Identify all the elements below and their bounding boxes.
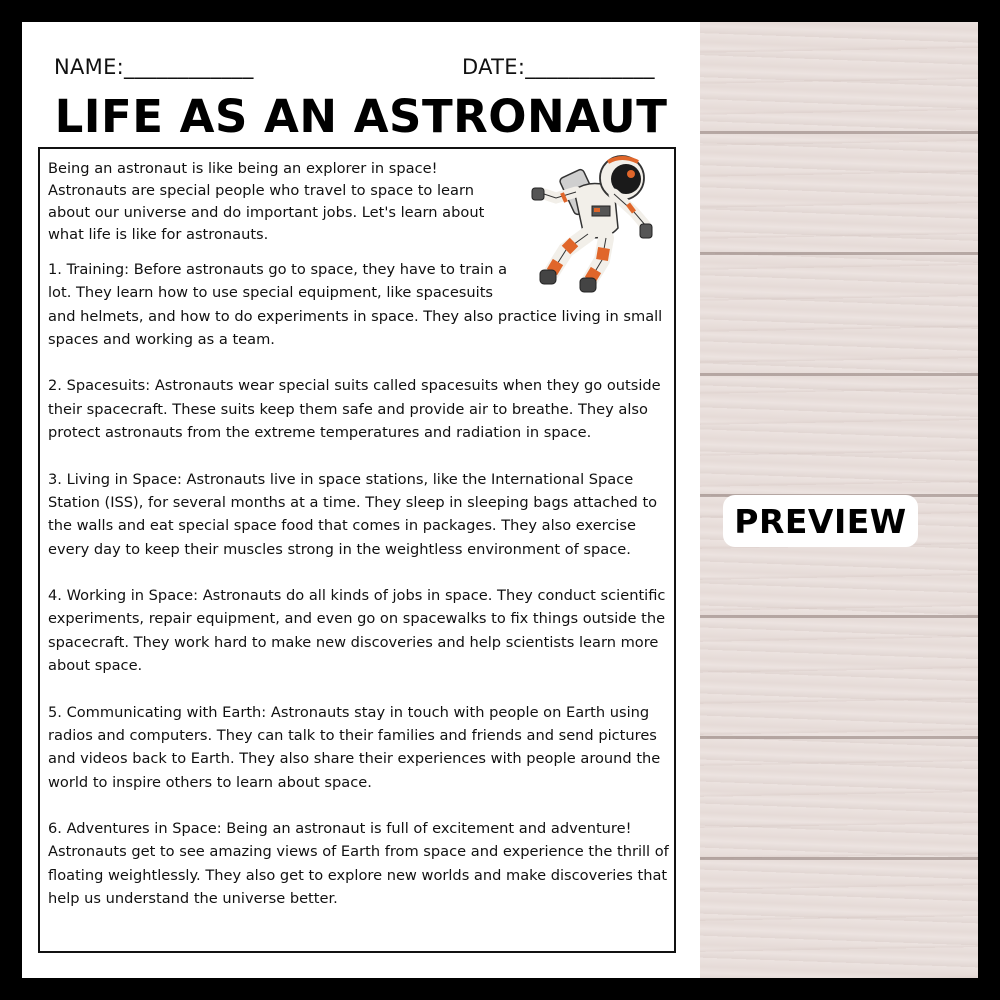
paragraph-living-in-space: 3. Living in Space: Astronauts live in space stations, like the International Space Station (ISS), for several months at a time. They sleep in sleeping bags attached to the walls and eat special space food that comes in packages. They also exercise every day to keep their muscles strong in the weightless environment of space. <box>48 470 658 558</box>
paragraph-adventures: 6. Adventures in Space: Being an astronaut is full of excitement and adventure! Astronauts get to see amazing views of Earth from space and experience the thrill of floating weightlessly. They also get to explore new worlds and make discoveries that help us understand the universe better. <box>48 820 669 908</box>
name-field: NAME:____________ <box>54 55 254 79</box>
worksheet-title: LIFE AS AN ASTRONAUT <box>54 90 668 143</box>
preview-badge: PREVIEW <box>723 495 918 547</box>
paragraph-spacesuits: 2. Spacesuits: Astronauts wear special suits called spacesuits when they go outside their spacecraft. These suits keep them safe and provide air to breathe. They also protect astronauts from the extreme temperatures and radiation in space. <box>48 377 661 442</box>
paragraph-working-in-space: 4. Working in Space: Astronauts do all kinds of jobs in space. They conduct scientific experiments, repair equipment, and even go on spacewalks to fix things outside the spacecraft. They work hard to make new discoveries and help scientists learn more about space. <box>48 587 666 675</box>
reading-passage <box>48 158 672 934</box>
preview-frame <box>22 22 978 978</box>
worksheet-page <box>22 22 700 978</box>
astronaut-icon <box>522 150 666 298</box>
date-field: DATE:____________ <box>462 55 655 79</box>
paragraph-communicating: 5. Communicating with Earth: Astronauts stay in touch with people on Earth using radios and computers. They can talk to their families and friends and send pictures and videos back to Earth. They also share their experiences with people around the world to inspire others to learn about space. <box>48 703 661 791</box>
intro-paragraph: Being an astronaut is like being an explorer in space! Astronauts are special people who travel to space to learn about our universe and do important jobs. Let's learn about what life is like for astronauts. <box>48 160 485 243</box>
paragraph-training: 1. Training: Before astronauts go to space, they have to train a lot. They learn how to use special equipment, like spacesuits and helmets, and how to do experiments in space. They also practice living in small spaces and working as a team. <box>48 261 663 348</box>
